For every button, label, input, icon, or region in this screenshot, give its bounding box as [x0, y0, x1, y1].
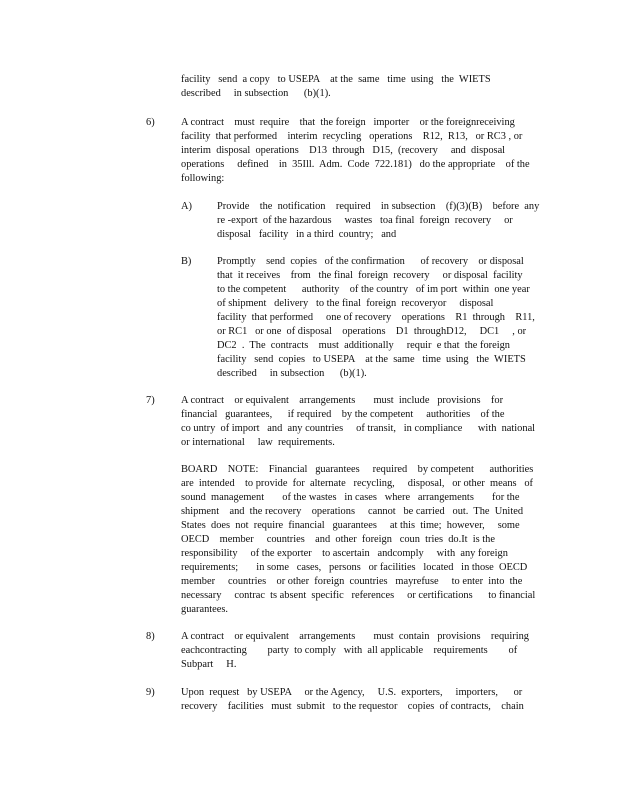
item-number: 7) — [146, 395, 155, 406]
text-line: financial guarantees, if required by the competent authorities of the — [181, 409, 505, 420]
subitem-label: A) — [181, 201, 192, 212]
text-line: recovery facilities must submit to the requestor copies of contracts, chain — [181, 701, 524, 712]
text-line: States does not require financial guarantees at this time; however, some — [181, 520, 520, 531]
item-number: 6) — [146, 117, 155, 128]
text-line: of shipment delivery to the final foreign recoveryor disposal — [217, 298, 494, 309]
text-line: facility send a copy to USEPA at the same time using the WIETS — [181, 74, 491, 85]
text-line: DC2 . The contracts must additionally requir e that the foreign — [217, 340, 510, 351]
text-line: facility send copies to USEPA at the same time using the WIETS — [217, 354, 526, 365]
text-line: responsibility of the exporter to ascertain andcomply with any foreign — [181, 548, 508, 559]
text-line: member countries or other foreign countries mayrefuse to enter into the — [181, 576, 523, 587]
text-line: operations defined in 35Ill. Adm. Code 722.181) do the appropriate of the — [181, 159, 530, 170]
text-line: eachcontracting party to comply with all applicable requirements of — [181, 645, 518, 656]
text-line: Provide the notification required in subsection (f)(3)(B) before any — [217, 201, 540, 212]
text-line: re -export of the hazardous wastes toa final foreign recovery or — [217, 215, 513, 226]
text-line: requirements; in some cases, persons or facilities located in those OECD — [181, 562, 528, 573]
text-line: following: — [181, 173, 225, 184]
text-line: Promptly send copies of the confirmation of recovery or disposal — [217, 256, 524, 267]
text-line: co untry of import and any countries of transit, in compliance with national — [181, 423, 536, 434]
text-line: shipment and the recovery operations cannot be carried out. The United — [181, 506, 524, 517]
text-line: or international law requirements. — [181, 437, 335, 448]
text-line: described in subsection (b)(1). — [181, 88, 331, 99]
subitem-label: B) — [181, 256, 192, 267]
item-number: 8) — [146, 631, 155, 642]
text-line: Subpart H. — [181, 659, 237, 670]
text-line: necessary contrac ts absent specific references or certifications to financial — [181, 590, 536, 601]
text-line: sound management of the wastes in cases where arrangements for the — [181, 492, 520, 503]
text-line: BOARD NOTE: Financial guarantees required by competent authorities — [181, 464, 534, 475]
text-line: OECD member countries and other foreign coun tries do.It is the — [181, 534, 495, 545]
text-line: Upon request by USEPA or the Agency, U.S. exporters, importers, or — [181, 687, 523, 698]
text-line: A contract or equivalent arrangements must contain provisions requiring — [181, 631, 530, 642]
text-line: that it receives from the final foreign recovery or disposal facility — [217, 270, 523, 281]
text-line: A contract or equivalent arrangements must include provisions for — [181, 395, 504, 406]
text-line: interim disposal operations D13 through D15, (recovery and disposal — [181, 145, 506, 156]
text-line: facility that performed one of recovery operations R1 through R11, — [217, 312, 535, 323]
text-line: disposal facility in a third country; and — [217, 229, 397, 240]
text-line: guarantees. — [181, 604, 229, 615]
text-line: A contract must require that the foreign importer or the foreignreceiving — [181, 117, 515, 128]
item-number: 9) — [146, 687, 155, 698]
text-line: facility that performed interim recycling operations R12, R13, or RC3 , or — [181, 131, 523, 142]
text-line: to the competent authority of the country of im port within one year — [217, 284, 530, 295]
text-line: or RC1 or one of disposal operations D1 throughD12, DC1 , or — [217, 326, 527, 337]
text-line: are intended to provide for alternate recycling, disposal, or other means of — [181, 478, 534, 489]
text-line: described in subsection (b)(1). — [217, 368, 367, 379]
